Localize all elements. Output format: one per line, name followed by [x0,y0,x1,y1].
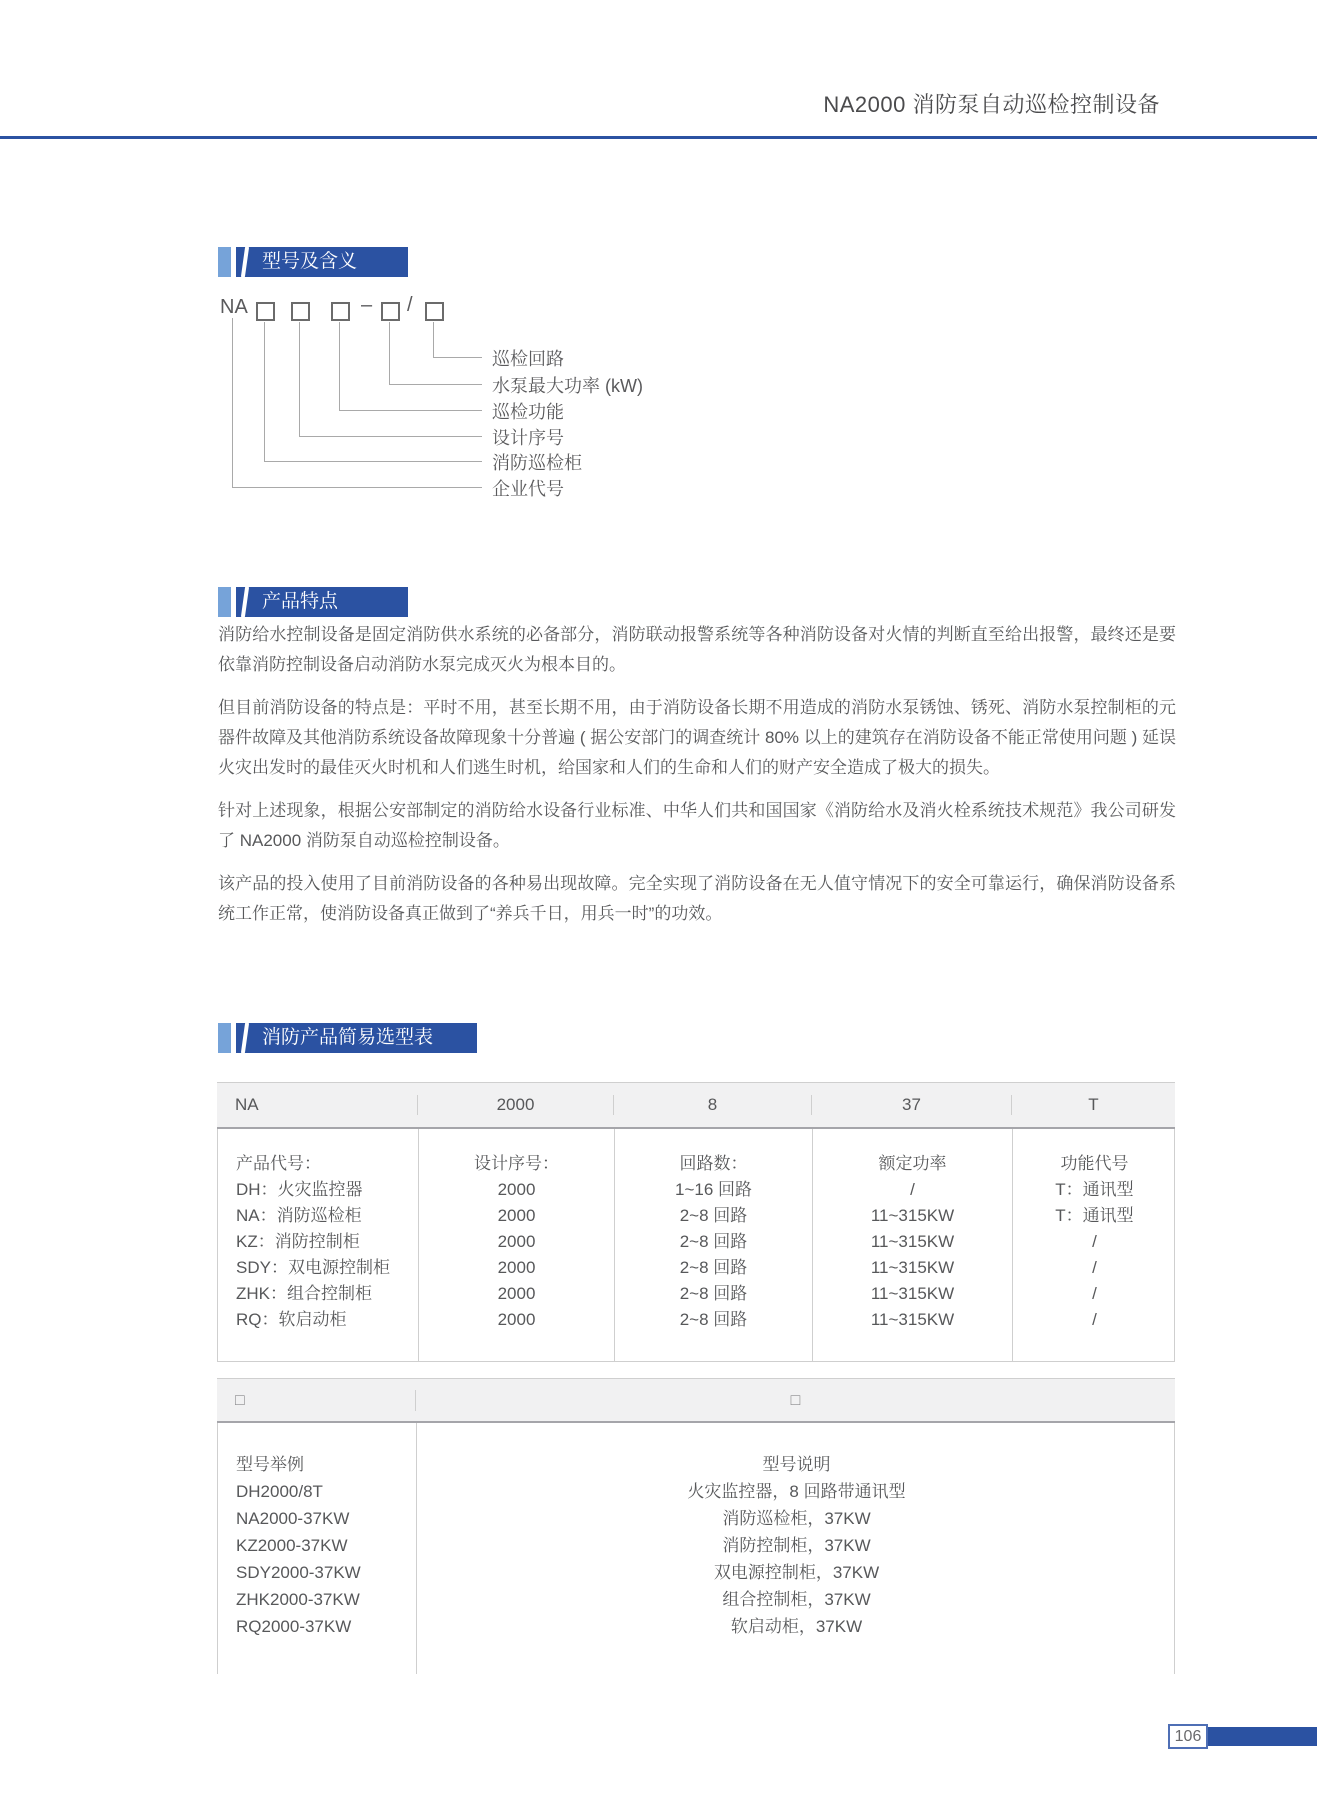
table-header-text: 2000 [496,1095,535,1114]
table-cell: 组合控制柜，37KW [722,1590,871,1609]
model-example-table [217,1378,1175,1674]
table-header-cell [1011,1095,1175,1115]
table-cell: / [1092,1232,1097,1251]
diagram-connector-vertical [264,322,265,461]
section-header-selection-table [218,1023,477,1053]
table-cell: T：通讯型 [1055,1206,1134,1225]
table-cell: 2000 [497,1232,536,1251]
table-header-text: 37 [902,1095,921,1114]
table-header-cell [217,1095,417,1115]
model-code-box [425,302,444,321]
section-header-features [218,587,408,617]
table-cell: 11~315KW [870,1258,955,1277]
table-column [218,1423,416,1674]
table-cell: 双电源控制柜，37KW [713,1563,880,1582]
bar-notch [241,586,249,618]
diagram-connector-horizontal [389,384,482,385]
table-cell: T：通讯型 [1055,1180,1134,1199]
page-title: NA2000 消防泵自动巡检控制设备 [823,92,1160,117]
table-cell: NA：消防巡检柜 [236,1206,362,1225]
table-header-cell [217,1390,415,1411]
table-cell: 2000 [497,1310,536,1329]
table-header-text: NA [235,1095,259,1114]
diagram-connector-vertical [433,322,434,357]
table-cell: 软启动柜，37KW [730,1617,863,1636]
table-column [1012,1129,1176,1361]
table-cell: KZ：消防控制柜 [236,1232,360,1251]
example-table-header-row [217,1378,1175,1423]
table-column [416,1423,1176,1674]
table-header-cell [415,1390,1175,1411]
section-title-features: 产品特点 [262,591,339,612]
table-cell: / [1092,1284,1097,1303]
section-chip [218,1023,231,1053]
table-header-text: T [1088,1095,1099,1114]
table-cell: 11~315KW [870,1284,955,1303]
table-cell: 11~315KW [870,1310,955,1329]
table-cell: 11~315KW [870,1232,955,1251]
table-header-text: 8 [707,1095,718,1114]
table-header-text: □ [790,1391,801,1409]
table-cell: 2000 [497,1206,536,1225]
footer-accent-bar [1208,1727,1317,1746]
model-code-box [291,302,310,321]
selection-table-body [217,1129,1175,1362]
diagram-connector-horizontal [232,487,482,488]
table-cell: 2~8 回路 [679,1232,748,1251]
table-cell: 2~8 回路 [679,1258,748,1277]
model-prefix: NA [220,296,248,318]
table-cell: ZHK：组合控制柜 [236,1284,372,1303]
diagram-label: 水泵最大功率 (kW) [492,376,643,396]
product-selection-table [217,1082,1175,1362]
table-cell: 额定功率 [878,1154,947,1173]
bar-notch [241,1022,249,1054]
table-cell: 2000 [497,1258,536,1277]
section-chip [218,587,231,617]
table-cell: 2000 [497,1284,536,1303]
model-code-dash: – [361,294,373,316]
diagram-label: 设计序号 [492,428,564,448]
table-cell: 2~8 回路 [679,1206,748,1225]
table-cell: 2000 [497,1180,536,1199]
table-cell: 型号说明 [762,1455,831,1474]
diagram-connector-horizontal [299,436,482,437]
model-code-box [331,302,350,321]
features-paragraphs [218,620,1176,942]
table-header-text: □ [235,1391,245,1409]
table-cell: 2~8 回路 [679,1310,748,1329]
section-title-model-meaning: 型号及含义 [262,251,358,272]
model-code-box [256,302,275,321]
table-cell: DH2000/8T [236,1482,323,1501]
diagram-label: 消防巡检柜 [492,453,582,473]
table-cell: 产品代号： [236,1154,321,1173]
feature-paragraph: 但目前消防设备的特点是：平时不用，甚至长期不用，由于消防设备长期不用造成的消防水泵锈蚀、锈死、消防水泵控制柜的元器件故障及其他消防系统设备故障现象十分普遍 ( 据公安部门的调查统计 80% 以上的建筑存在消防设备不能正常使用问题 ) 延误火灾出发时的最佳灭火时机和人们逃生时机，给国家和人们的生命和人们的财产安全造成了极大的损失。 [218,698,1176,777]
table-cell: 设计序号： [474,1154,559,1173]
table-cell: / [910,1180,915,1199]
table-cell: 11~315KW [870,1206,955,1225]
table-cell: RQ：软启动柜 [236,1310,347,1329]
table-column [614,1129,812,1361]
table-cell: 型号举例 [236,1455,304,1474]
feature-paragraph: 针对上述现象，根据公安部制定的消防给水设备行业标准、中华人们共和国国家《消防给水及消火栓系统技术规范》我公司研发了 NA2000 消防泵自动巡检控制设备。 [218,801,1176,850]
section-title-selection-table: 消防产品简易选型表 [262,1027,434,1048]
table-column [812,1129,1012,1361]
diagram-connector-vertical [232,318,233,487]
diagram-connector-vertical [299,322,300,436]
diagram-connector-vertical [389,322,390,384]
table-column [218,1129,418,1361]
table-cell: KZ2000-37KW [236,1536,348,1555]
table-header-cell [417,1095,613,1115]
model-code-slash: / [407,294,413,316]
diagram-connector-horizontal [264,461,482,462]
table-cell: 消防控制柜，37KW [722,1536,871,1555]
table-cell: / [1092,1310,1097,1329]
diagram-label: 企业代号 [492,479,564,499]
table-cell: 1~16 回路 [674,1180,752,1199]
table-cell: 火灾监控器，8 回路带通讯型 [687,1482,906,1501]
table-cell: SDY：双电源控制柜 [236,1258,390,1277]
table-header-cell [613,1095,811,1115]
diagram-connector-horizontal [433,357,482,358]
diagram-connector-vertical [339,322,340,410]
diagram-label: 巡检回路 [492,349,564,369]
table-cell: DH：火灾监控器 [236,1180,363,1199]
table-cell: 功能代号 [1060,1154,1129,1173]
table-cell: 回路数： [679,1154,748,1173]
diagram-connector-horizontal [339,410,482,411]
model-code-box [381,302,400,321]
table-cell: RQ2000-37KW [236,1617,352,1636]
page-number: 106 [1168,1724,1208,1749]
table-cell: SDY2000-37KW [236,1563,361,1582]
selection-table-header-row [217,1082,1175,1129]
table-header-cell [811,1095,1011,1115]
table-cell: ZHK2000-37KW [236,1590,360,1609]
feature-paragraph: 消防给水控制设备是固定消防供水系统的必备部分，消防联动报警系统等各种消防设备对火情的判断直至给出报警，最终还是要依靠消防控制设备启动消防水泵完成灭火为根本目的。 [218,625,1176,674]
table-column [418,1129,614,1361]
feature-paragraph: 该产品的投入使用了目前消防设备的各种易出现故障。完全实现了消防设备在无人值守情况下的安全可靠运行，确保消防设备系统工作正常，使消防设备真正做到了“养兵千日，用兵一时”的功效。 [218,874,1176,923]
table-cell: NA2000-37KW [236,1509,350,1528]
table-cell: 2~8 回路 [679,1284,748,1303]
example-table-body [217,1423,1175,1674]
diagram-label: 巡检功能 [492,402,564,422]
table-cell: / [1092,1258,1097,1277]
table-cell: 消防巡检柜，37KW [722,1509,871,1528]
